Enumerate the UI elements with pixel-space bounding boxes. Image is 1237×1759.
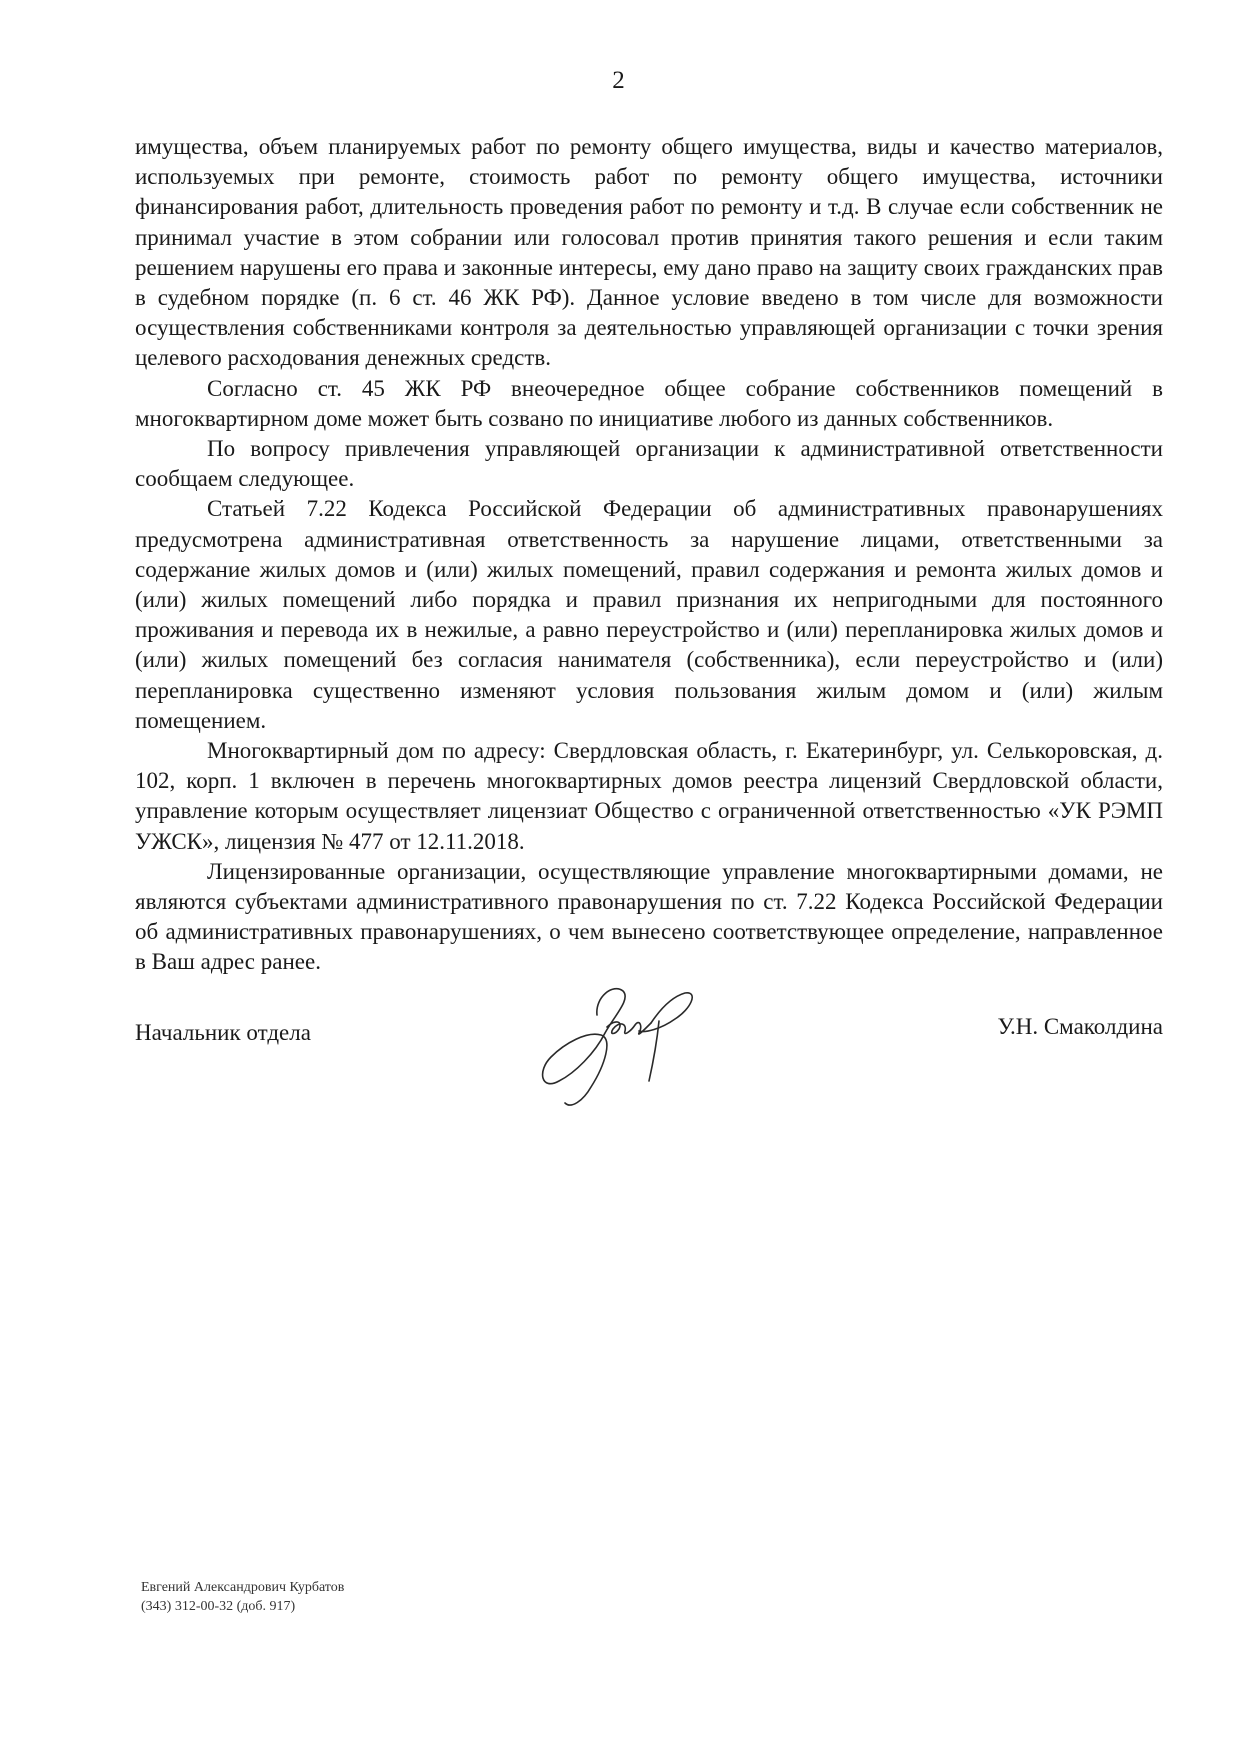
letter-body: [135, 132, 1163, 978]
paragraph-building-address: Многоквартирный дом по адресу: Свердловская область, г. Екатеринбург, ул. Селькоровская, д. 102, корп. 1 включен в перечень многоквартирных домов реестра лицензий Свердловской области, управление которым осуществляет лицензиат Общество с ограниченной ответственностью «УК РЭМП УЖСК», лицензия № 477 от 12.11.2018.: [135, 738, 1163, 854]
page-number: 2: [612, 67, 625, 94]
paragraph-continuation: имущества, объем планируемых работ по ремонту общего имущества, виды и качество материалов, используемых при ремонте, стоимость работ по ремонту общего имущества, источники финансирования работ, длительность проведения работ по ремонту и т.д. В случае если собственник не принимал участие в этом собрании или голосовал против принятия такого решения и если таким решением нарушены его права и законные интересы, ему дано право на защиту своих гражданских прав в судебном порядке (п. 6 ст. 46 ЖК РФ). Данное условие введено в том числе для возможности осуществления собственниками контроля за деятельностью управляющей организации с точки зрения целевого расходования денежных средств.: [135, 134, 1163, 371]
paragraph-article-722: Статьей 7.22 Кодекса Российской Федерации об административных правонарушениях предусмотрена административная ответственность за нарушение лицами, ответственными за содержание жилых домов и (или) жилых помещений, правил содержания и ремонта жилых домов и (или) жилых помещений либо порядка и правил признания их непригодными для постоянного проживания и перевода их в нежилые, а равно переустройство и (или) перепланировка жилых домов и (или) жилых помещений без согласия нанимателя (собственника), если переустройство и (или) перепланировка существенно изменяют условия пользования жилым домом и (или) жилым помещением.: [135, 496, 1163, 733]
paragraph-licensed-organizations: Лицензированные организации, осуществляющие управление многоквартирными домами, не являются субъектами административного правонарушения по ст. 7.22 Кодекса Российской Федерации об административных правонарушениях, о чем вынесено соответствующее определение, направленное в Ваш адрес ранее.: [135, 858, 1163, 975]
signer-title: Начальник отдела: [135, 1020, 311, 1045]
executor-info: [141, 1578, 344, 1616]
handwritten-signature-icon: [535, 975, 715, 1115]
paragraph-meeting: Согласно ст. 45 ЖК РФ внеочередное общее собрание собственников помещений в многоквартирном доме может быть созвано по инициативе любого из данных собственников.: [135, 375, 1163, 431]
paragraph-liability-intro: По вопросу привлечения управляющей организации к административной ответственности сообщаем следующее.: [135, 436, 1163, 492]
executor-name: Евгений Александрович Курбатов: [141, 1580, 345, 1595]
executor-phone: (343) 312-00-32 (доб. 917): [141, 1599, 296, 1614]
signer-name: У.Н. Смаколдина: [997, 1014, 1163, 1039]
